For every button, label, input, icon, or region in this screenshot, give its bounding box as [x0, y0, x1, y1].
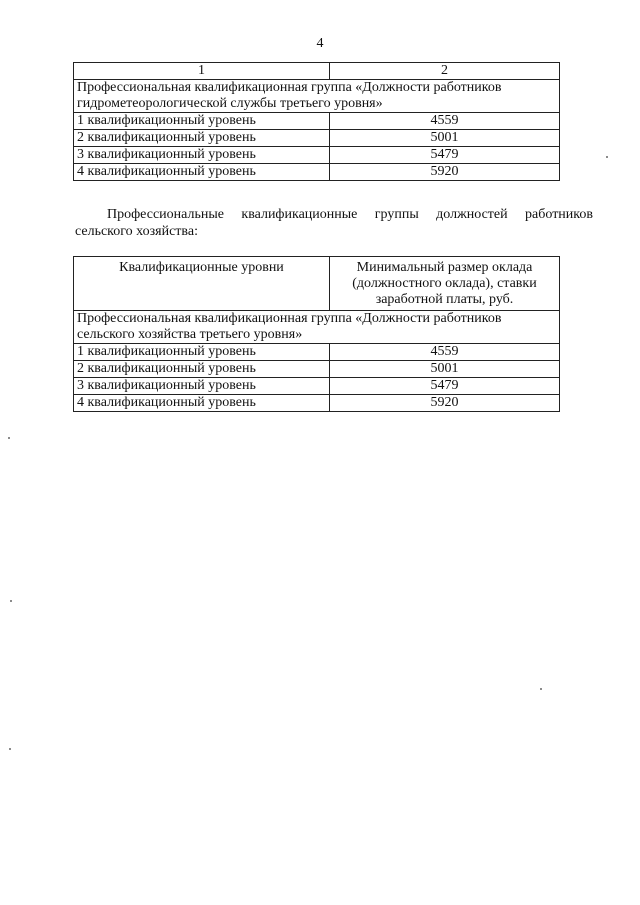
- table-row: [74, 147, 560, 164]
- column-header-levels: Квалификационные уровни: [74, 257, 330, 311]
- section-paragraph: Профессиональные квалификационные группы должностей работников сельского хозяйства:: [75, 207, 593, 239]
- scan-speck: [9, 748, 11, 750]
- level-cell: 4 квалификационный уровень: [74, 164, 330, 181]
- table-row: [74, 378, 560, 395]
- table-header-row: [74, 257, 560, 311]
- scan-speck: [10, 600, 12, 602]
- table-row: [74, 164, 560, 181]
- level-cell: 4 квалификационный уровень: [74, 395, 330, 412]
- group-title-row: [74, 311, 560, 344]
- salary-cell: 4559: [330, 113, 560, 130]
- level-cell: 1 квалификационный уровень: [74, 344, 330, 361]
- group-title-row: [74, 80, 560, 113]
- column-header-1: 1: [74, 63, 330, 80]
- salary-table-agriculture: [73, 256, 560, 412]
- level-cell: 1 квалификационный уровень: [74, 113, 330, 130]
- table-row: [74, 395, 560, 412]
- column-header-2: 2: [330, 63, 560, 80]
- table-header-row: [74, 63, 560, 80]
- level-cell: 3 квалификационный уровень: [74, 147, 330, 164]
- level-cell: 2 квалификационный уровень: [74, 361, 330, 378]
- level-cell: 2 квалификационный уровень: [74, 130, 330, 147]
- salary-cell: 5001: [330, 361, 560, 378]
- scan-speck: [606, 156, 608, 158]
- salary-table-hydromet: [73, 62, 560, 181]
- salary-cell: 5001: [330, 130, 560, 147]
- group-title: Профессиональная квалификационная группа «Должности работников сельского хозяйства третьего уровня»: [74, 311, 560, 344]
- salary-cell: 5920: [330, 164, 560, 181]
- table-row: [74, 361, 560, 378]
- salary-cell: 5479: [330, 378, 560, 395]
- page-number: 4: [316, 36, 324, 51]
- table-row: [74, 344, 560, 361]
- column-header-salary: Минимальный размер оклада (должностного оклада), ставки заработной платы, руб.: [330, 257, 560, 311]
- table-row: [74, 130, 560, 147]
- group-title: Профессиональная квалификационная группа «Должности работников гидрометеорологической службы третьего уровня»: [74, 80, 560, 113]
- scan-speck: [8, 437, 10, 439]
- level-cell: 3 квалификационный уровень: [74, 378, 330, 395]
- salary-cell: 5920: [330, 395, 560, 412]
- salary-cell: 4559: [330, 344, 560, 361]
- scan-speck: [540, 688, 542, 690]
- table-row: [74, 113, 560, 130]
- salary-cell: 5479: [330, 147, 560, 164]
